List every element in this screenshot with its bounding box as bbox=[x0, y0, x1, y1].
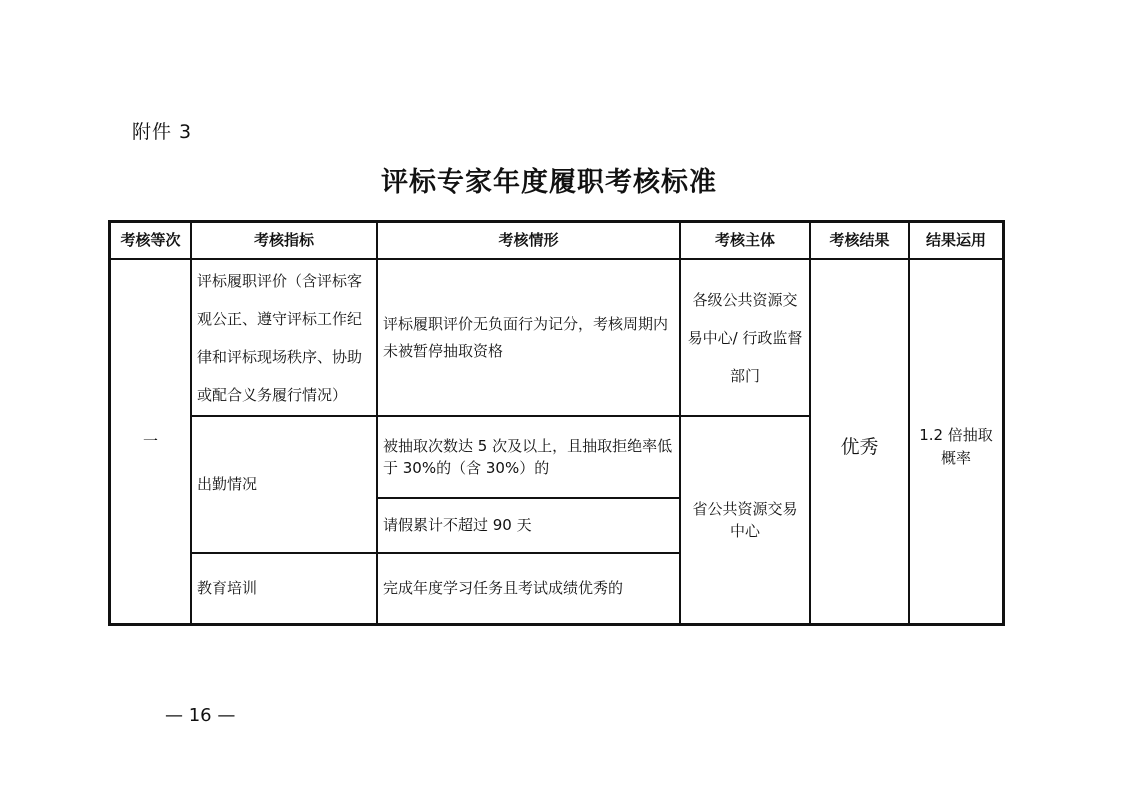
result-value: 优秀 bbox=[840, 436, 879, 458]
indicator-attendance-text: 出勤情况 bbox=[197, 475, 258, 494]
indicator-training bbox=[191, 553, 377, 624]
header-grade: 考核等次 bbox=[110, 222, 191, 259]
usage-cell bbox=[909, 259, 1003, 624]
indicator-attendance bbox=[191, 416, 377, 553]
subject-provincial bbox=[680, 416, 810, 624]
indicator-performance bbox=[191, 259, 377, 416]
situation-performance bbox=[377, 259, 680, 416]
attachment-label: 附件 3 bbox=[132, 121, 193, 143]
result-cell bbox=[810, 259, 909, 624]
subject-local bbox=[680, 259, 810, 416]
indicator-training-text: 教育培训 bbox=[197, 579, 258, 598]
header-usage: 结果运用 bbox=[909, 222, 1003, 259]
header-indicator: 考核指标 bbox=[191, 222, 377, 259]
page-number: — 16 — bbox=[165, 705, 236, 726]
situation-training bbox=[377, 553, 680, 624]
subject-local-text: 各级公共资源交易中心/ 行政监督部门 bbox=[687, 290, 803, 385]
indicator-performance-text: 评标履职评价（含评标客观公正、遵守评标工作纪律和评标现场秩序、协助或配合义务履行情况） bbox=[197, 271, 363, 404]
grade-value: 一 bbox=[142, 432, 158, 451]
header-result: 考核结果 bbox=[810, 222, 909, 259]
situation-attendance-count bbox=[377, 416, 680, 498]
situation-attendance-count-text: 被抽取次数达 5 次及以上，且抽取拒绝率低于 30%的（含 30%）的 bbox=[383, 436, 673, 477]
header-subject: 考核主体 bbox=[680, 222, 810, 259]
header-situation: 考核情形 bbox=[377, 222, 680, 259]
situation-performance-text: 评标履职评价无负面行为记分，考核周期内未被暂停抽取资格 bbox=[383, 314, 669, 360]
situation-training-text: 完成年度学习任务且考试成绩优秀的 bbox=[383, 579, 624, 598]
situation-leave bbox=[377, 498, 680, 553]
assessment-table bbox=[108, 220, 1005, 626]
grade-cell bbox=[110, 259, 191, 624]
subject-provincial-text: 省公共资源交易中心 bbox=[692, 499, 798, 540]
document-title: 评标专家年度履职考核标准 bbox=[381, 167, 717, 198]
usage-value: 1.2 倍抽取概率 bbox=[919, 426, 993, 468]
situation-leave-text: 请假累计不超过 90 天 bbox=[383, 516, 532, 535]
